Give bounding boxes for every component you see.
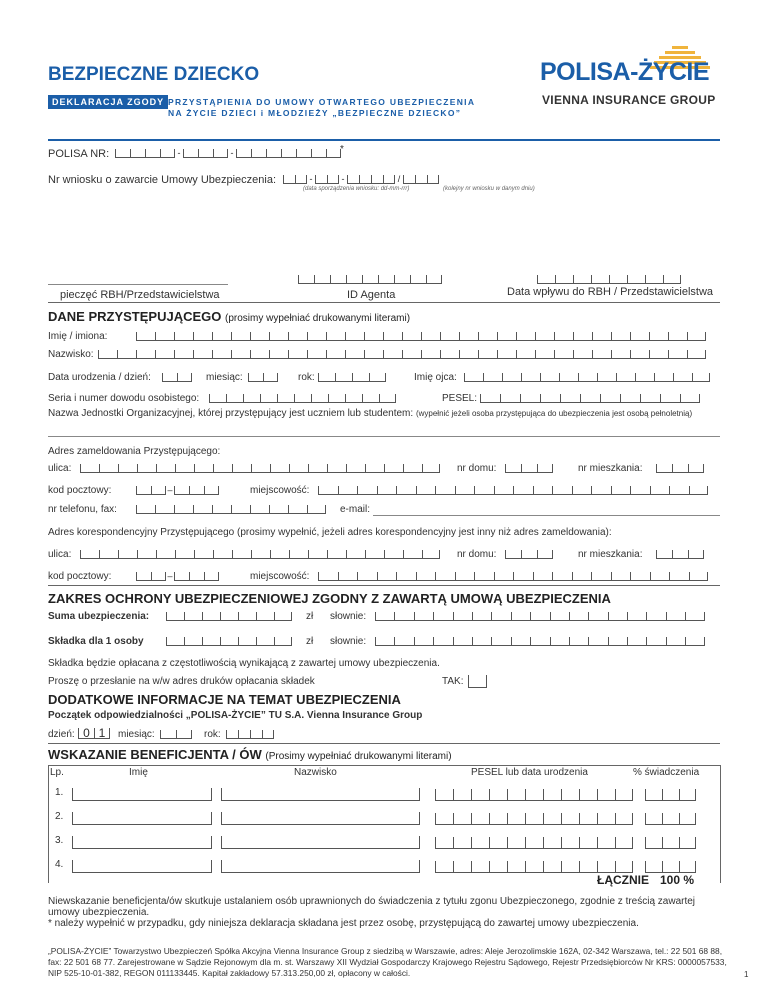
beneficiary-surname-input[interactable] xyxy=(221,860,420,873)
beneficiary-pesel-input[interactable] xyxy=(435,788,633,801)
dob-month-label: miesiąc: xyxy=(206,372,243,383)
beneficiary-surname-input[interactable] xyxy=(221,836,420,849)
pesel-field[interactable] xyxy=(480,393,700,403)
start-year-label: rok: xyxy=(204,729,221,740)
father-name-label: Imię ojca: xyxy=(414,372,457,383)
beneficiary-first-name-input[interactable] xyxy=(72,860,212,873)
subtitle-line-1: PRZYSTĄPIENIA DO UMOWY OTWARTEGO UBEZPIECZENIA xyxy=(168,97,476,107)
policy-asterisk: * xyxy=(340,144,344,155)
col-lp: Lp. xyxy=(50,767,64,778)
divider xyxy=(48,743,720,744)
premium-words-label: słownie: xyxy=(330,636,367,647)
declaration-badge: DEKLARACJA ZGODY xyxy=(48,95,168,109)
beneficiary-first-name-input[interactable] xyxy=(72,836,212,849)
premium-field[interactable] xyxy=(166,636,292,646)
corr-street-field[interactable] xyxy=(80,549,440,559)
application-number-label: Nr wniosku o zawarcie Umowy Ubezpieczenia: xyxy=(48,174,277,186)
corr-city-label: miejscowość: xyxy=(250,571,310,582)
sum-insured-field[interactable] xyxy=(166,611,292,621)
asterisk-note: * należy wypełnić w przypadku, gdy niniejsza deklaracja składana jest przez osobę, przystępującą do zawartej umowy ubezpieczenia. xyxy=(48,918,639,929)
corr-house-number-label: nr domu: xyxy=(457,549,497,560)
page-number: 1 xyxy=(744,970,749,979)
start-month-label: miesiąc: xyxy=(118,729,155,740)
beneficiary-pesel-input[interactable] xyxy=(435,860,633,873)
registered-address-title: Adres zameldowania Przystępującego: xyxy=(48,446,221,457)
frequency-text: Składka będzie opłacana z częstotliwością wynikającą z zawartej umowy ubezpieczenia. xyxy=(48,658,440,669)
dob-day-label: Data urodzenia / dzień: xyxy=(48,372,151,383)
corr-city-field[interactable] xyxy=(318,571,708,581)
surname-label: Nazwisko: xyxy=(48,349,94,360)
policy-number-field[interactable]: - - xyxy=(115,148,341,158)
logo-subtext: VIENNA INSURANCE GROUP xyxy=(542,93,716,107)
flat-number-field[interactable] xyxy=(656,463,704,473)
city-label: miejscowość: xyxy=(250,485,310,496)
col-percent: % świadczenia xyxy=(633,767,700,778)
footer-line-1: „POLISA-ŻYCIE” Towarzystwo Ubezpieczeń Spółka Akcyjna Vienna Insurance Group z siedzibą w Warszawie, adres: Aleje Jerozolimskie 162A, 02-342 Warszawa, tel.: 22 501 68 88, xyxy=(48,946,723,956)
corr-flat-number-field[interactable] xyxy=(656,549,704,559)
dob-year-label: rok: xyxy=(298,372,315,383)
email-field[interactable] xyxy=(373,515,720,516)
beneficiary-percent-input[interactable] xyxy=(645,836,696,849)
zip-label: kod pocztowy: xyxy=(48,485,112,496)
beneficiary-surname-input[interactable] xyxy=(221,788,420,801)
id-card-field[interactable] xyxy=(209,393,396,403)
street-field[interactable] xyxy=(80,463,440,473)
beneficiary-percent-input[interactable] xyxy=(645,788,696,801)
coverage-start-label: Początek odpowiedzialności „POLISA-ŻYCIE” TU S.A. Vienna Insurance Group xyxy=(48,710,423,721)
logo-wordmark: POLISA-ŻYCIE xyxy=(540,58,710,86)
start-month-field[interactable] xyxy=(160,729,192,739)
surname-field[interactable] xyxy=(98,349,706,359)
header-divider xyxy=(48,139,720,141)
first-name-field[interactable] xyxy=(136,331,706,341)
application-date-hint: (data sporządzenia wniosku: dd-mm-rrr) xyxy=(303,186,410,192)
policy-number-label: POLISA NR: xyxy=(48,148,110,160)
start-day-field[interactable]: 0 1 xyxy=(78,727,110,739)
row-number: 1. xyxy=(55,787,64,798)
divider xyxy=(48,302,720,303)
corr-flat-number-label: nr mieszkania: xyxy=(578,549,643,560)
city-field[interactable] xyxy=(318,485,708,495)
corr-zip-label: kod pocztowy: xyxy=(48,571,112,582)
subtitle-line-2: NA ŻYCIE DZIECI i MŁODZIEŻY „BEZPIECZNE DZIECKO” xyxy=(168,108,462,118)
additional-info-title: DODATKOWE INFORMACJE NA TEMAT UBEZPIECZENIA xyxy=(48,692,401,707)
stamp-label: pieczęć RBH/Przedstawicielstwa xyxy=(60,289,220,301)
col-pesel: PESEL lub data urodzenia xyxy=(471,767,588,778)
organization-label: Nazwa Jednostki Organizacyjnej, której przystępujący jest uczniem lub studentem: (wypełnić jeżeli osoba przystępująca do ubezpieczenia jest osobą pełnoletnią) xyxy=(48,408,693,419)
organization-field[interactable] xyxy=(48,436,720,437)
beneficiary-pesel-input[interactable] xyxy=(435,812,633,825)
payment-forms-text: Proszę o przesłanie na w/w adres druków opłacania składek xyxy=(48,676,315,687)
pesel-label: PESEL: xyxy=(442,393,478,404)
col-first-name: Imię xyxy=(129,767,148,778)
coverage-section-title: ZAKRES OCHRONY UBEZPIECZENIOWEJ ZGODNY Z ZAWARTĄ UMOWĄ UBEZPIECZENIA xyxy=(48,591,611,606)
sum-words-field[interactable] xyxy=(375,611,705,621)
premium-words-field[interactable] xyxy=(375,636,705,646)
total-value: 100 % xyxy=(660,873,695,887)
footer-line-3: NIP 525-10-01-382, REGON 011133445. Kapitał zakładowy 57.313.250,00 zł, opłacony w całości. xyxy=(48,968,411,978)
total-label: ŁĄCZNIE xyxy=(597,873,649,887)
corr-house-number-field[interactable] xyxy=(505,549,553,559)
father-name-field[interactable] xyxy=(464,372,710,382)
house-number-label: nr domu: xyxy=(457,463,497,474)
application-seq-hint: (kolejny nr wniosku w danym dniu) xyxy=(443,186,535,192)
premium-currency: zł xyxy=(306,636,314,647)
zip-field[interactable]: – xyxy=(136,485,219,495)
dob-year-field[interactable] xyxy=(318,372,386,382)
premium-label: Składka dla 1 osoby xyxy=(48,636,144,647)
flat-number-label: nr mieszkania: xyxy=(578,463,643,474)
start-day-label: dzień: xyxy=(48,729,75,740)
document-title: BEZPIECZNE DZIECKO xyxy=(48,64,260,85)
sum-currency: zł xyxy=(306,611,314,622)
receipt-date-label: Data wpływu do RBH / Przedstawicielstwa xyxy=(507,286,714,298)
row-number: 4. xyxy=(55,859,64,870)
dob-day-field[interactable] xyxy=(162,372,192,382)
beneficiary-percent-input[interactable] xyxy=(645,860,696,873)
insured-section-title: DANE PRZYSTĘPUJĄCEGO (prosimy wypełniać drukowanymi literami) xyxy=(48,309,411,324)
col-surname: Nazwisko xyxy=(294,767,337,778)
id-card-label: Seria i numer dowodu osobistego: xyxy=(48,393,200,404)
street-label: ulica: xyxy=(48,463,72,474)
agent-id-field[interactable] xyxy=(298,274,442,284)
beneficiary-first-name-input[interactable] xyxy=(72,788,212,801)
beneficiary-percent-input[interactable] xyxy=(645,812,696,825)
dob-month-field[interactable] xyxy=(248,372,278,382)
yes-label: TAK: xyxy=(442,676,464,687)
receipt-date-field[interactable] xyxy=(537,274,681,284)
row-number: 2. xyxy=(55,811,64,822)
row-number: 3. xyxy=(55,835,64,846)
application-number-field[interactable]: - - / xyxy=(283,174,439,184)
corr-zip-field[interactable]: – xyxy=(136,571,219,581)
footer-line-2: fax: 22 501 68 77. Zarejestrowane w Sądzie Rejonowym dla m. st. Warszawy XII Wydział Gospodarczy Krajowego Rejestru Sądowego, Rejestr Przedsiębiorców Nr KRS: 0000057533, xyxy=(48,957,727,967)
beneficiary-pesel-input[interactable] xyxy=(435,836,633,849)
start-year-field[interactable] xyxy=(226,729,274,739)
stamp-line xyxy=(48,284,228,285)
sum-words-label: słownie: xyxy=(330,611,367,622)
beneficiary-first-name-input[interactable] xyxy=(72,812,212,825)
correspondence-address-title: Adres korespondencyjny Przystępującego (prosimy wypełnić, jeżeli adres korespondencyjny jest inny niż adres zameldowania): xyxy=(48,527,612,538)
house-number-field[interactable] xyxy=(505,463,553,473)
phone-label: nr telefonu, fax: xyxy=(48,504,117,515)
payment-forms-checkbox[interactable] xyxy=(468,675,487,688)
first-name-label: Imię / imiona: xyxy=(48,331,108,342)
beneficiary-note: Niewskazanie beneficjenta/ów skutkuje ustalaniem osób uprawnionych do świadczenia z tytułu zgonu Ubezpieczonego, zgodnie z treścią zawartej xyxy=(48,896,696,907)
beneficiary-note-cont: umowy ubezpieczenia. xyxy=(48,907,150,918)
corr-street-label: ulica: xyxy=(48,549,72,560)
sum-insured-label: Suma ubezpieczenia: xyxy=(48,611,150,622)
beneficiary-surname-input[interactable] xyxy=(221,812,420,825)
phone-field[interactable] xyxy=(136,504,326,514)
divider xyxy=(48,585,720,586)
email-label: e-mail: xyxy=(340,504,371,515)
beneficiaries-title: WSKAZANIE BENEFICJENTA / ÓW (Prosimy wypełniać drukowanymi literami) xyxy=(48,747,452,762)
agent-id-label: ID Agenta xyxy=(347,289,396,301)
